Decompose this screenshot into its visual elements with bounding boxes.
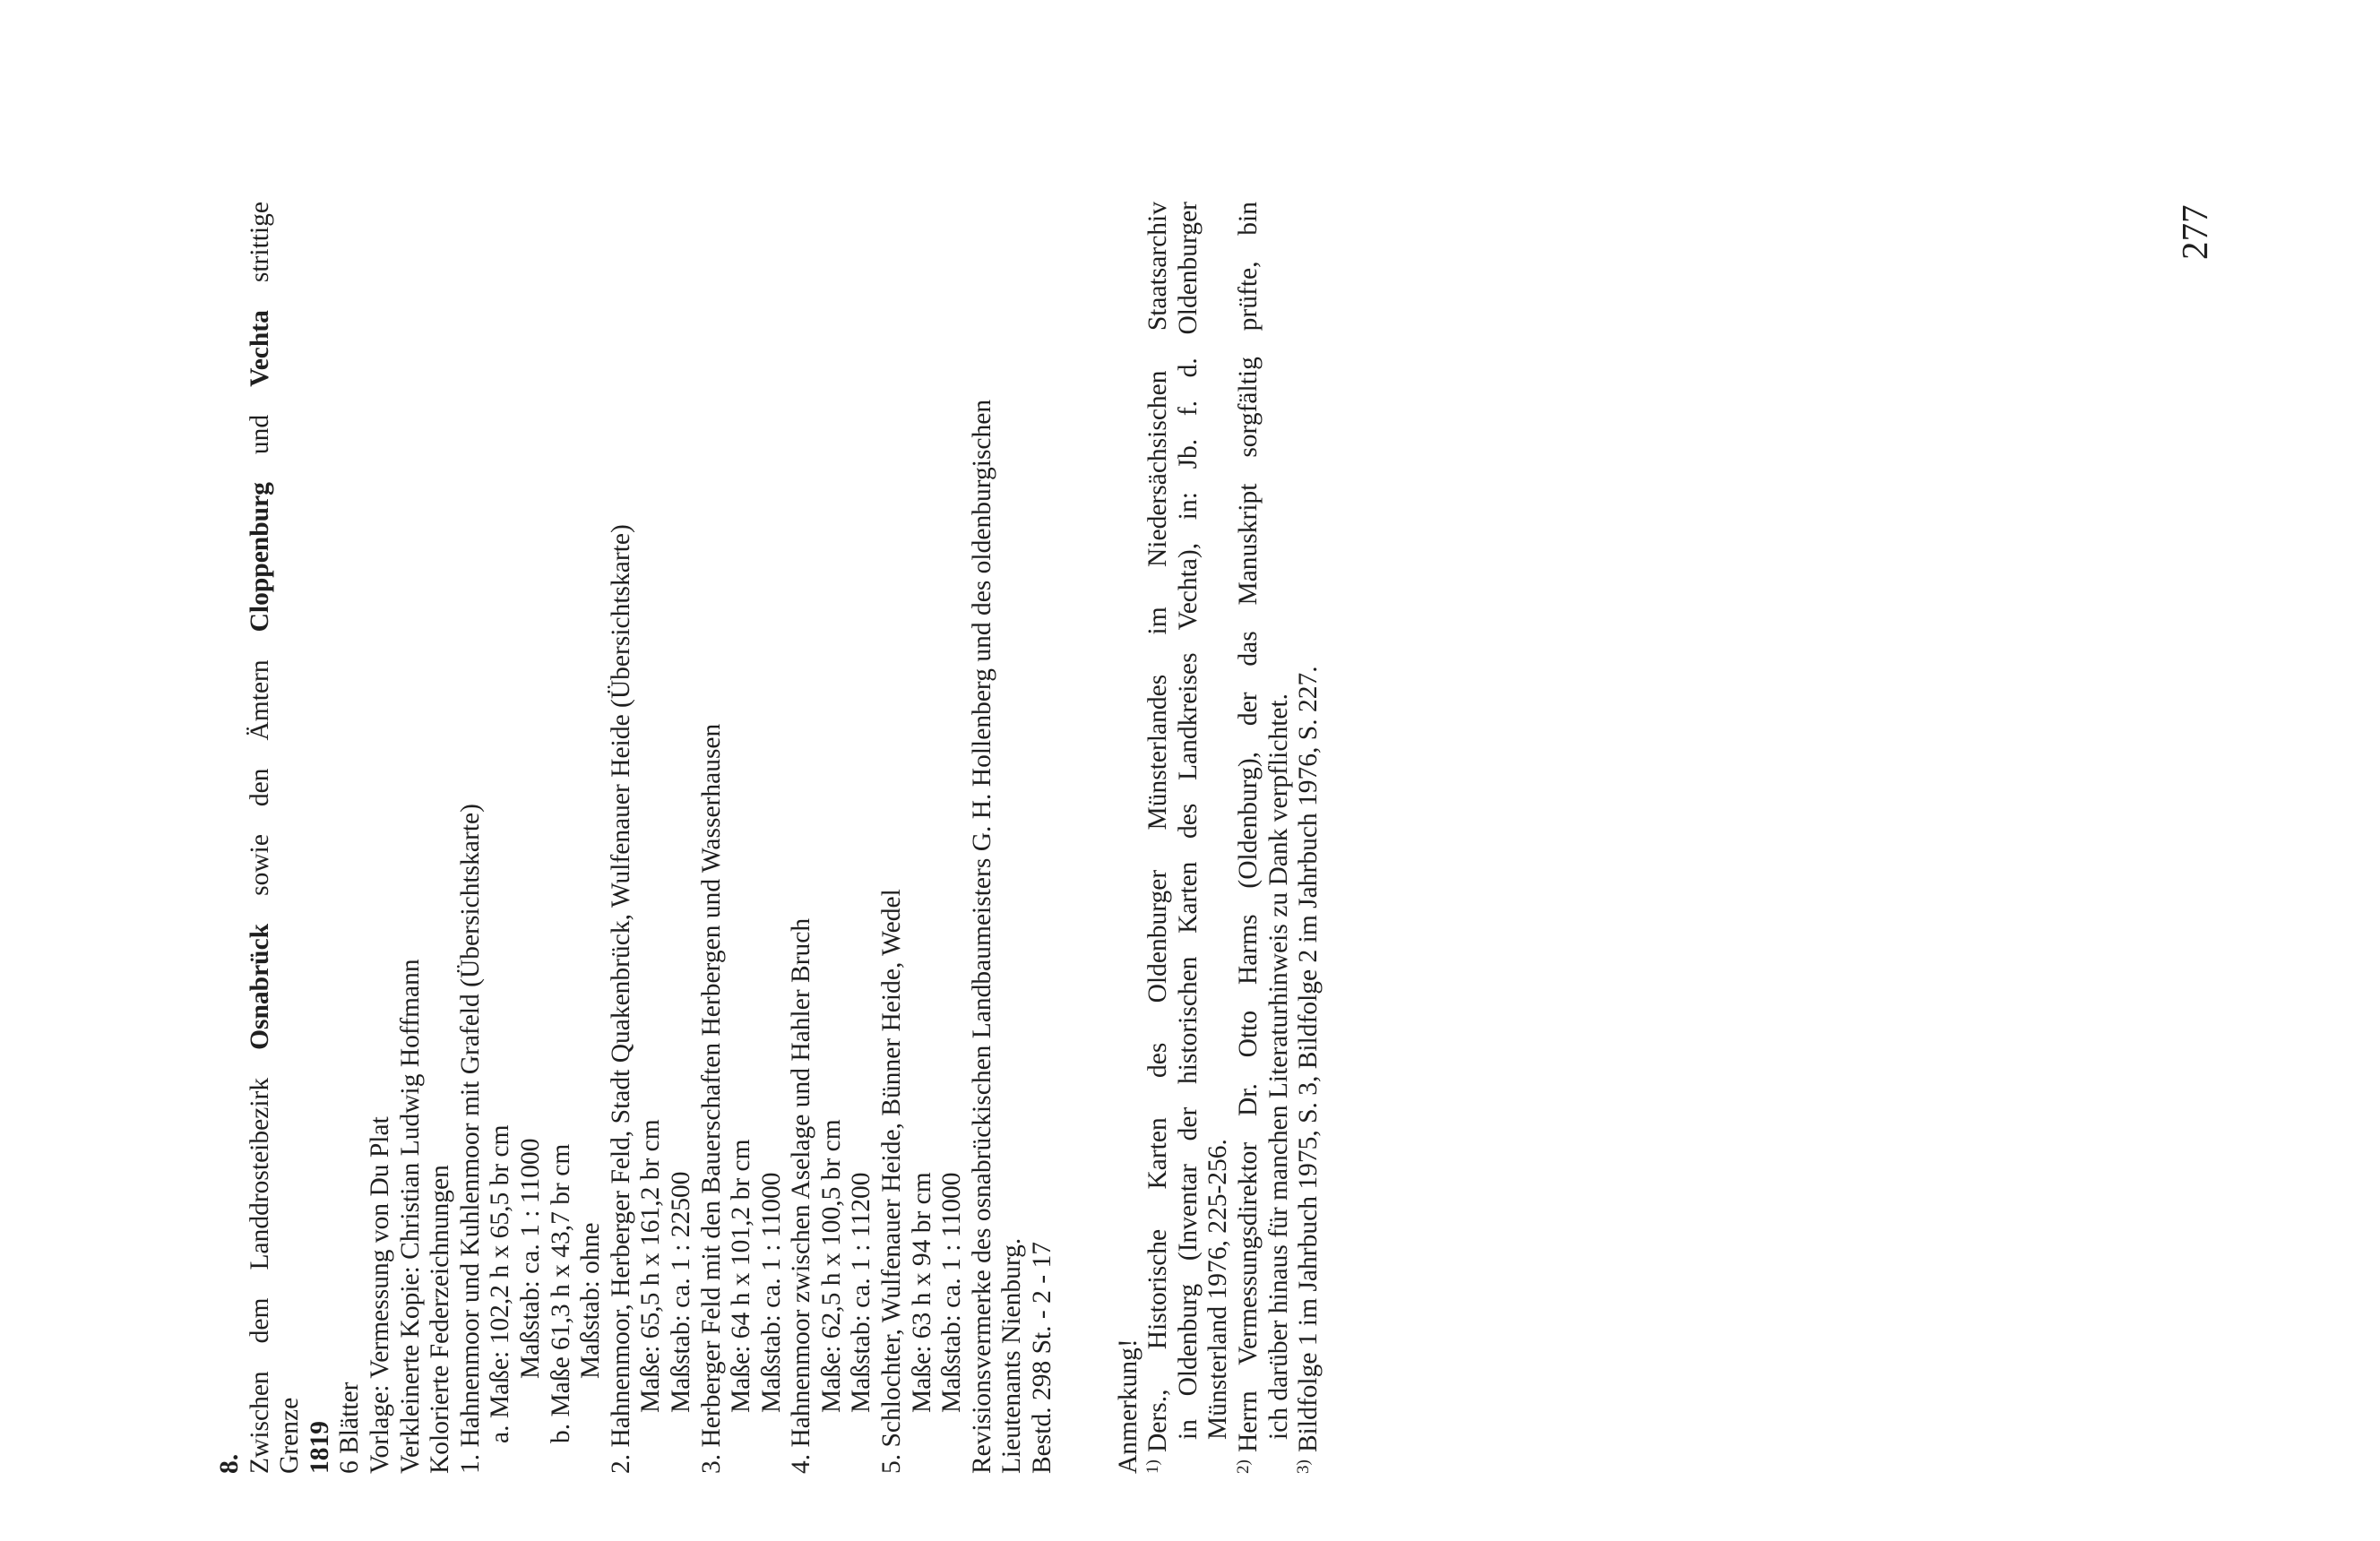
sheet-subitem: a. Maße: 102,2 h x 65,5 br cm: [486, 1124, 515, 1443]
entry-detail: 6 Blätter: [335, 1382, 365, 1474]
title-place-osnabrueck: Osnabrück: [245, 923, 274, 1050]
entry-title: [246, 202, 276, 1474]
entry-detail: Kolorierte Federzeichnungen: [426, 1165, 455, 1474]
footnote-text: Bildfolge 1 im Jahrbuch 1975, S. 3, Bildfolge 2 im Jahrbuch 1976, S. 227.: [1294, 666, 1324, 1452]
footnote-text: Herrn Vermessungsdirektor Dr. Otto Harms (Oldenburg), der das Manuskript sorgfältig prüfte, bin: [1234, 202, 1263, 1452]
section-spacer: [1058, 202, 1114, 1474]
title-text: und: [245, 386, 274, 483]
footnote-text: ich darüber hinaus für manchen Literaturhinweis zu Dank verpflichtet.: [1263, 693, 1293, 1440]
sheet-dimensions: Maße: 63 h x 94 br cm: [907, 1172, 936, 1413]
footnote-3: [1294, 202, 1324, 1474]
footnote-1: [1143, 202, 1234, 1474]
sheet-dimensions: Maße: 64 h x 101,2 br cm: [727, 1139, 756, 1413]
page-number: 277: [2174, 204, 2215, 260]
sheet-scale: Maßstab: ca. 1 : 11000: [756, 1172, 786, 1413]
page-content: [215, 202, 1324, 1474]
title-text: Zwischen dem Landdrosteibezirk: [245, 1049, 274, 1474]
notes-heading: Anmerkung!: [1113, 1339, 1143, 1474]
sheet-scale: Maßstab: ca. 1 : 11000: [515, 1138, 545, 1379]
title-text: sowie den Ämtern: [245, 632, 274, 924]
sheet-scale: Maßstab: ca. 1 : 11000: [937, 1172, 967, 1413]
title-place-vechta: Vechta: [245, 310, 274, 387]
sheet-dimensions: Maße: 62,5 h x 100,5 br cm: [816, 1119, 846, 1413]
sheet-scale: Maßstab: ca. 1 : 22500: [666, 1171, 695, 1413]
footnote-marker: 2): [1234, 1459, 1253, 1474]
footnote-text: in Oldenburg (Inventar der historischen Karten des Landkreises Vechta), in: Jb. f. d. Oldenburger: [1173, 202, 1203, 1440]
revision-note-continuation: Lieutenants Nienburg.: [997, 1237, 1027, 1474]
sheet-heading: 3. Herberger Feld mit den Bauerschaften Herbergen und Wasserhausen: [696, 723, 726, 1474]
sheet-heading: 4. Hahnenmoor zwischen Aselage und Hahler Bruch: [787, 917, 816, 1474]
sheet-heading: 1. Hahnenmoor und Kuhlenmoor mit Grafeld (Übersichtskarte): [455, 804, 485, 1474]
entry-number: 8.: [215, 1453, 244, 1474]
title-place-cloppenburg: Cloppenburg: [245, 482, 274, 633]
entry-title-continuation: Grenze: [275, 1397, 305, 1474]
archive-reference: Bestd. 298 St. - 2 - 17: [1028, 1242, 1057, 1474]
entry-year: 1819: [305, 1421, 334, 1474]
footnote-2: [1234, 202, 1294, 1474]
footnote-text: Ders., Historische Karten des Oldenburger Münsterlandes im Niedersächsischen Staatsarchiv: [1143, 202, 1173, 1452]
sheet-subitem: b. Maße 61,3 h x 43,7 br cm: [546, 1143, 575, 1443]
title-text: strittige: [245, 201, 274, 311]
entry-detail: Vorlage: Vermessung von Du Plat: [365, 1116, 394, 1474]
sheet-heading: 2. Hahnenmoor, Herberger Feld, Stadt Quakenbrück, Wulfenauer Heide (Übersichtskarte): [606, 524, 635, 1474]
footnote-marker: 3): [1294, 1459, 1314, 1474]
entry-detail: Verkleinerte Kopie: Christian Ludwig Hoffmann: [395, 959, 425, 1474]
footnote-text: Münsterland 1976, 225-256.: [1203, 1139, 1233, 1440]
revision-note: Revisionsvermerke des osnabrückischen Landbaumeisters G. H. Hollenberg und des oldenburgischen: [967, 399, 996, 1474]
sheet-dimensions: Maße: 65,5 h x 161,2 br cm: [636, 1119, 666, 1413]
sheet-scale: Maßstab: ca. 1 : 11200: [847, 1172, 876, 1413]
footnote-marker: 1): [1143, 1459, 1163, 1474]
sheet-scale: Maßstab: ohne: [576, 1222, 606, 1379]
sheet-heading: 5. Schlochter, Wulfenauer Heide, Bünner Heide, Wedel: [877, 889, 907, 1474]
